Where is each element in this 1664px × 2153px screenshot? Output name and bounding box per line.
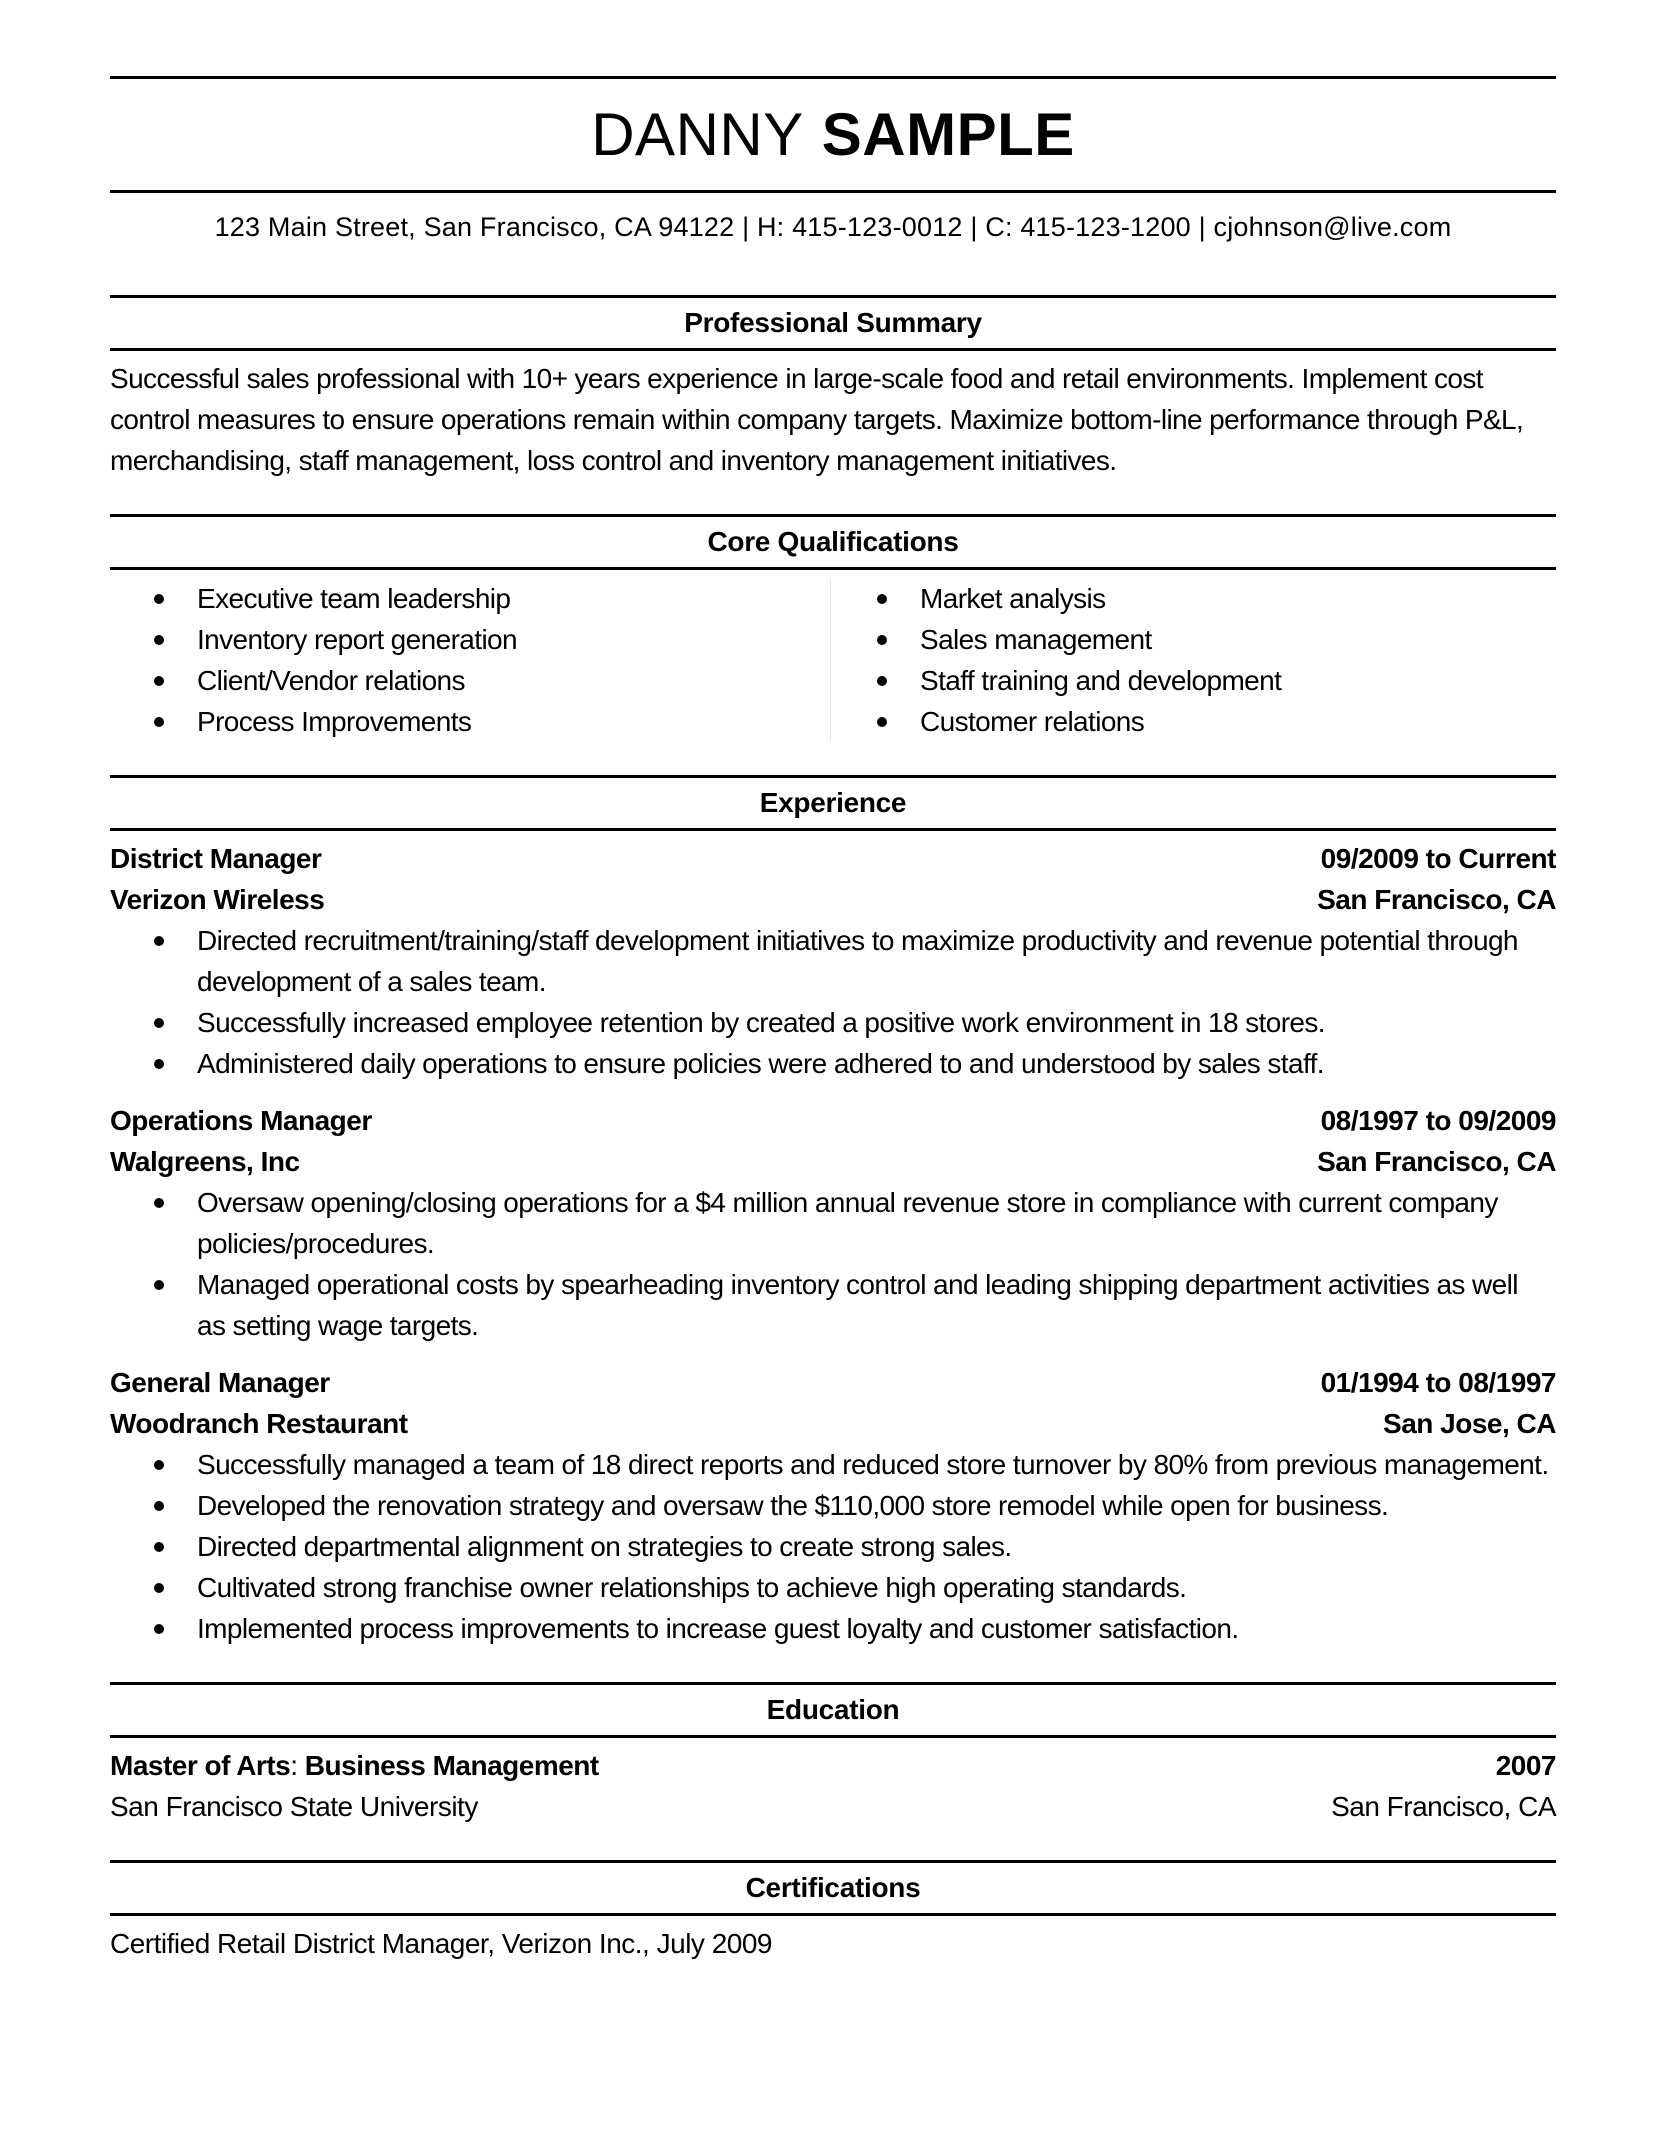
section-heading: Experience: [110, 775, 1556, 831]
job-entry: [110, 838, 1556, 1084]
degree: [110, 1745, 599, 1786]
bullet-icon: [154, 1280, 164, 1290]
bullet-icon: [154, 936, 164, 946]
list-item: Directed recruitment/training/staff development initiatives to maximize productivity and revenue potential through development of a sales team.: [110, 920, 1556, 1002]
list-item: Administered daily operations to ensure policies were adhered to and understood by sales staff.: [110, 1043, 1556, 1084]
list-item: Staff training and development: [833, 660, 1556, 701]
school-name: San Francisco State University: [110, 1791, 478, 1822]
bullet-icon: [877, 717, 887, 727]
list-item: Process Improvements: [110, 701, 833, 742]
summary-line: control measures to ensure operations remain within company targets. Maximize bottom-line performance through P&L,: [110, 404, 1524, 435]
graduation-year: 2007: [1495, 1750, 1556, 1781]
certification-text: Certified Retail District Manager, Verizon Inc., July 2009: [110, 1928, 772, 1959]
degree-type: Master of Arts: [110, 1750, 291, 1781]
section-heading: Certifications: [110, 1860, 1556, 1916]
job-location: San Francisco, CA: [1317, 884, 1556, 915]
education-section: [110, 1682, 1556, 1827]
list-item: Sales management: [833, 619, 1556, 660]
job-title: Operations Manager: [110, 1105, 372, 1136]
summary-line: Successful sales professional with 10+ years experience in large-scale food and retail environments. Implement cost: [110, 363, 1483, 394]
section-heading: Core Qualifications: [110, 514, 1556, 570]
certifications-section: [110, 1860, 1556, 1964]
bullet-icon: [877, 635, 887, 645]
bullet-icon: [154, 1624, 164, 1634]
job-title: General Manager: [110, 1367, 330, 1398]
list-item: Cultivated strong franchise owner relationships to achieve high operating standards.: [110, 1567, 1556, 1608]
resume-content: [110, 76, 1556, 1964]
job-title: District Manager: [110, 843, 322, 874]
bullet-icon: [154, 1460, 164, 1470]
job-company: Verizon Wireless: [110, 884, 325, 915]
job-dates: 08/1997 to 09/2009: [1320, 1105, 1556, 1136]
bullet-icon: [154, 1059, 164, 1069]
job-entry: [110, 1100, 1556, 1346]
degree-separator: :: [290, 1750, 298, 1781]
bullet-icon: [154, 1542, 164, 1552]
degree-field: Business Management: [304, 1750, 599, 1781]
job-entry: [110, 1362, 1556, 1649]
summary-line: merchandising, staff management, loss control and inventory management initiatives.: [110, 445, 1117, 476]
list-item: Successfully managed a team of 18 direct reports and reduced store turnover by 80% from previous management.: [110, 1444, 1556, 1485]
list-item: Implemented process improvements to increase guest loyalty and customer satisfaction.: [110, 1608, 1556, 1649]
experience-section: [110, 775, 1556, 1649]
contact-line: 123 Main Street, San Francisco, CA 94122 | H: 415-123-0012 | C: 415-123-1200 | cjohnson@live.com: [214, 212, 1452, 242]
list-item: Inventory report generation: [110, 619, 833, 660]
qualifications-left-column: [110, 578, 833, 742]
bullet-icon: [877, 594, 887, 604]
qualifications-columns: [110, 578, 1556, 742]
job-location: San Francisco, CA: [1317, 1146, 1556, 1177]
job-dates: 09/2009 to Current: [1320, 843, 1556, 874]
section-heading: Education: [110, 1682, 1556, 1738]
list-item: Client/Vendor relations: [110, 660, 833, 701]
list-item: Market analysis: [833, 578, 1556, 619]
summary-section: [110, 295, 1556, 481]
job-dates: 01/1994 to 08/1997: [1320, 1367, 1556, 1398]
job-location: San Jose, CA: [1383, 1408, 1556, 1439]
list-item: Managed operational costs by spearheading inventory control and leading shipping department activities as well as setting wage targets.: [110, 1264, 1556, 1346]
qualifications-right-column: [833, 578, 1556, 742]
bullet-icon: [154, 1018, 164, 1028]
school-location: San Francisco, CA: [1331, 1791, 1556, 1822]
bullet-icon: [877, 676, 887, 686]
qualifications-section: [110, 514, 1556, 742]
bullet-icon: [154, 1583, 164, 1593]
list-item: Executive team leadership: [110, 578, 833, 619]
bullet-icon: [154, 717, 164, 727]
section-heading: Professional Summary: [110, 295, 1556, 351]
bullet-icon: [154, 594, 164, 604]
bullet-icon: [154, 676, 164, 686]
list-item: Oversaw opening/closing operations for a $4 million annual revenue store in compliance with current company policies/procedures.: [110, 1182, 1556, 1264]
job-company: Walgreens, Inc: [110, 1146, 300, 1177]
list-item: Successfully increased employee retention by created a positive work environment in 18 stores.: [110, 1002, 1556, 1043]
first-name: DANNY: [591, 101, 804, 168]
list-item: Developed the renovation strategy and oversaw the $110,000 store remodel while open for business.: [110, 1485, 1556, 1526]
last-name: SAMPLE: [821, 101, 1075, 168]
education-entry: [110, 1745, 1556, 1827]
list-item: Customer relations: [833, 701, 1556, 742]
job-company: Woodranch Restaurant: [110, 1408, 408, 1439]
bullet-icon: [154, 1198, 164, 1208]
candidate-name: [110, 79, 1556, 190]
bullet-icon: [154, 1501, 164, 1511]
list-item: Directed departmental alignment on strategies to create strong sales.: [110, 1526, 1556, 1567]
bullet-icon: [154, 635, 164, 645]
summary-text: [110, 358, 1556, 481]
